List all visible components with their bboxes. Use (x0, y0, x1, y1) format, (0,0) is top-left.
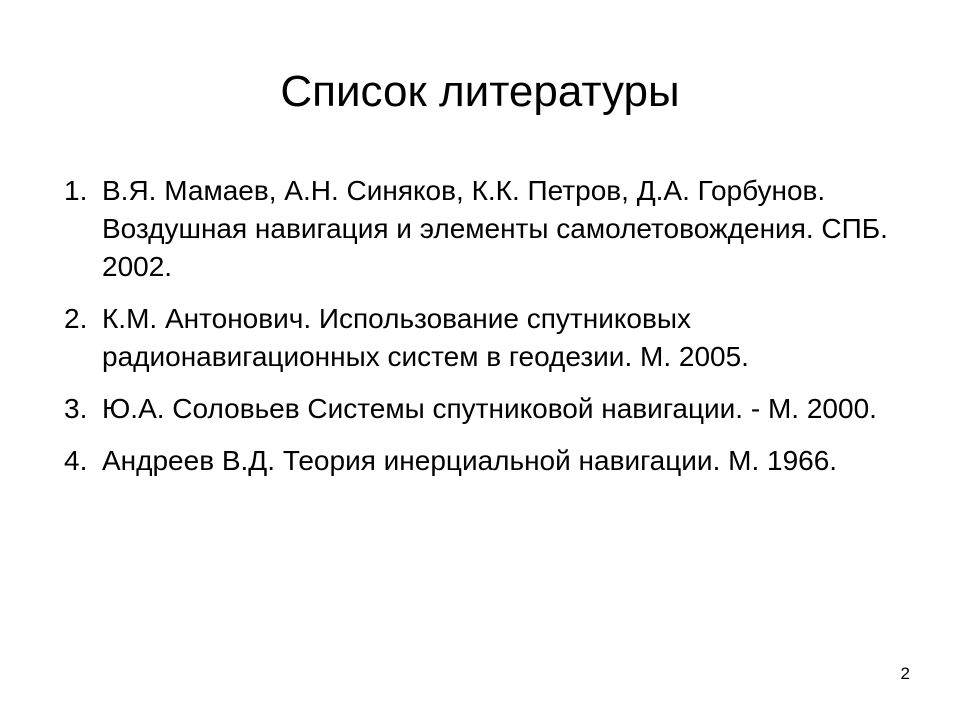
reference-number: 3. (64, 393, 88, 424)
reference-item-2 (64, 300, 914, 376)
reference-item-3 (64, 390, 914, 428)
reference-number: 1. (64, 175, 88, 206)
reference-text: Ю.А. Соловьев Системы спутниковой навигации. - М. 2000. (102, 393, 877, 424)
page-number: 2 (900, 664, 910, 683)
reference-text: К.М. Антонович. Использование спутниковых радионавигационных систем в геодезии. М. 2005. (102, 303, 749, 372)
reference-item-1 (64, 172, 914, 286)
slide-title: Список литературы (280, 67, 680, 116)
reference-list (64, 172, 914, 494)
reference-item-4 (64, 442, 914, 480)
reference-number: 4. (64, 445, 88, 476)
reference-text: В.Я. Мамаев, А.Н. Синяков, К.К. Петров, Д.А. Горбунов. Воздушная навигация и элементы самолетовождения. СПБ. 2002. (102, 175, 888, 282)
reference-text: Андреев В.Д. Теория инерциальной навигации. М. 1966. (102, 445, 838, 476)
reference-number: 2. (64, 303, 88, 334)
